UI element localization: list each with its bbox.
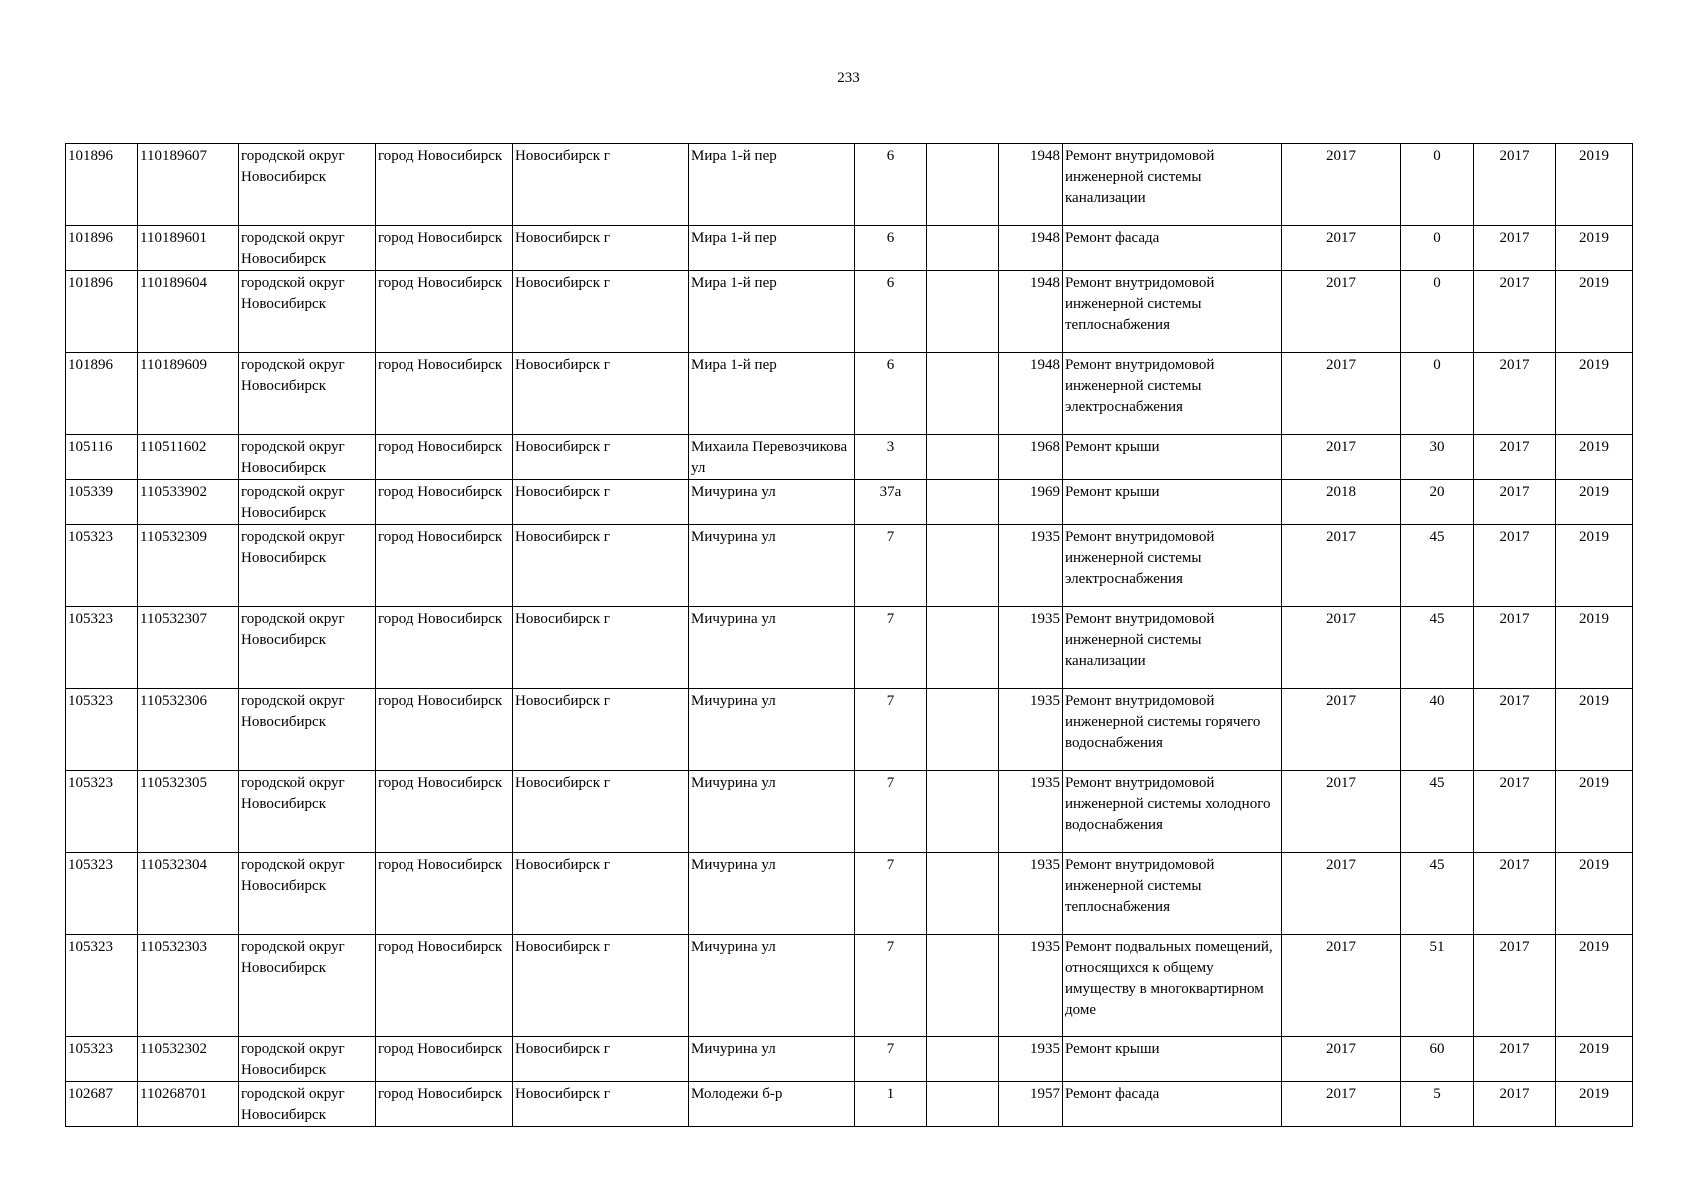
cell-settlement: город Новосибирск bbox=[376, 1037, 513, 1082]
cell-planned-year: 2017 bbox=[1282, 435, 1401, 480]
cell-house-id: 105339 bbox=[66, 480, 138, 525]
cell-street: Мичурина ул bbox=[689, 935, 855, 1037]
cell-street: Михаила Перевозчикова ул bbox=[689, 435, 855, 480]
cell-period-end: 2019 bbox=[1556, 271, 1633, 353]
repair-registry-table bbox=[65, 143, 1633, 1127]
table-row bbox=[66, 226, 1633, 271]
cell-build-year: 1968 bbox=[999, 435, 1063, 480]
cell-planned-year: 2017 bbox=[1282, 771, 1401, 853]
cell-house-id: 102687 bbox=[66, 1082, 138, 1127]
cell-build-year: 1935 bbox=[999, 853, 1063, 935]
cell-settlement: город Новосибирск bbox=[376, 935, 513, 1037]
cell-city: Новосибирск г bbox=[513, 1082, 689, 1127]
cell-planned-year: 2017 bbox=[1282, 226, 1401, 271]
table-row bbox=[66, 144, 1633, 226]
cell-build-year: 1935 bbox=[999, 607, 1063, 689]
cell-settlement: город Новосибирск bbox=[376, 853, 513, 935]
cell-municipal-district: городской округ Новосибирск bbox=[239, 935, 376, 1037]
cell-house-number: 7 bbox=[855, 771, 927, 853]
cell-house-number: 7 bbox=[855, 689, 927, 771]
cell-work-code: 110189601 bbox=[138, 226, 239, 271]
cell-house-id: 101896 bbox=[66, 226, 138, 271]
cell-building bbox=[927, 271, 999, 353]
cell-period-end: 2019 bbox=[1556, 1082, 1633, 1127]
cell-settlement: город Новосибирск bbox=[376, 271, 513, 353]
cell-planned-year: 2017 bbox=[1282, 935, 1401, 1037]
cell-building bbox=[927, 689, 999, 771]
cell-building bbox=[927, 1082, 999, 1127]
cell-period-start: 2017 bbox=[1474, 435, 1556, 480]
cell-period-end: 2019 bbox=[1556, 480, 1633, 525]
cell-settlement: город Новосибирск bbox=[376, 607, 513, 689]
cell-house-number: 6 bbox=[855, 226, 927, 271]
cell-period-start: 2017 bbox=[1474, 771, 1556, 853]
cell-planned-year: 2017 bbox=[1282, 525, 1401, 607]
cell-city: Новосибирск г bbox=[513, 935, 689, 1037]
cell-settlement: город Новосибирск bbox=[376, 353, 513, 435]
cell-building bbox=[927, 144, 999, 226]
cell-build-year: 1935 bbox=[999, 1037, 1063, 1082]
table-row bbox=[66, 607, 1633, 689]
cell-wear-percent: 45 bbox=[1401, 525, 1474, 607]
cell-planned-year: 2017 bbox=[1282, 1082, 1401, 1127]
cell-planned-year: 2017 bbox=[1282, 144, 1401, 226]
cell-build-year: 1948 bbox=[999, 226, 1063, 271]
cell-period-start: 2017 bbox=[1474, 525, 1556, 607]
cell-work-code: 110532304 bbox=[138, 853, 239, 935]
cell-building bbox=[927, 435, 999, 480]
cell-municipal-district: городской округ Новосибирск bbox=[239, 226, 376, 271]
cell-house-number: 6 bbox=[855, 271, 927, 353]
cell-work-code: 110532307 bbox=[138, 607, 239, 689]
cell-period-end: 2019 bbox=[1556, 935, 1633, 1037]
cell-period-start: 2017 bbox=[1474, 353, 1556, 435]
cell-build-year: 1935 bbox=[999, 935, 1063, 1037]
cell-house-number: 6 bbox=[855, 353, 927, 435]
cell-street: Мичурина ул bbox=[689, 480, 855, 525]
cell-house-id: 101896 bbox=[66, 144, 138, 226]
cell-settlement: город Новосибирск bbox=[376, 480, 513, 525]
cell-building bbox=[927, 607, 999, 689]
cell-city: Новосибирск г bbox=[513, 435, 689, 480]
cell-city: Новосибирск г bbox=[513, 771, 689, 853]
cell-work-code: 110532302 bbox=[138, 1037, 239, 1082]
cell-work-type: Ремонт подвальных помещений, относящихся к общему имуществу в многоквартирном доме bbox=[1063, 935, 1282, 1037]
cell-street: Мичурина ул bbox=[689, 771, 855, 853]
cell-planned-year: 2018 bbox=[1282, 480, 1401, 525]
cell-building bbox=[927, 226, 999, 271]
cell-municipal-district: городской округ Новосибирск bbox=[239, 144, 376, 226]
cell-work-type: Ремонт внутридомовой инженерной системы канализации bbox=[1063, 607, 1282, 689]
cell-building bbox=[927, 853, 999, 935]
cell-house-id: 105323 bbox=[66, 1037, 138, 1082]
cell-house-id: 105323 bbox=[66, 853, 138, 935]
table-row bbox=[66, 435, 1633, 480]
cell-house-id: 105323 bbox=[66, 689, 138, 771]
cell-planned-year: 2017 bbox=[1282, 607, 1401, 689]
cell-period-start: 2017 bbox=[1474, 226, 1556, 271]
cell-city: Новосибирск г bbox=[513, 853, 689, 935]
cell-work-code: 110511602 bbox=[138, 435, 239, 480]
cell-house-number: 37а bbox=[855, 480, 927, 525]
cell-municipal-district: городской округ Новосибирск bbox=[239, 607, 376, 689]
cell-work-code: 110533902 bbox=[138, 480, 239, 525]
cell-period-end: 2019 bbox=[1556, 226, 1633, 271]
table-row bbox=[66, 1082, 1633, 1127]
cell-build-year: 1957 bbox=[999, 1082, 1063, 1127]
table-row bbox=[66, 935, 1633, 1037]
cell-city: Новосибирск г bbox=[513, 353, 689, 435]
cell-work-code: 110268701 bbox=[138, 1082, 239, 1127]
cell-municipal-district: городской округ Новосибирск bbox=[239, 689, 376, 771]
cell-street: Мира 1-й пер bbox=[689, 271, 855, 353]
cell-work-type: Ремонт фасада bbox=[1063, 226, 1282, 271]
cell-house-id: 105323 bbox=[66, 771, 138, 853]
table-row bbox=[66, 853, 1633, 935]
cell-street: Мичурина ул bbox=[689, 1037, 855, 1082]
cell-period-start: 2017 bbox=[1474, 1037, 1556, 1082]
cell-municipal-district: городской округ Новосибирск bbox=[239, 525, 376, 607]
cell-period-start: 2017 bbox=[1474, 1082, 1556, 1127]
table-row bbox=[66, 271, 1633, 353]
cell-work-type: Ремонт внутридомовой инженерной системы электроснабжения bbox=[1063, 353, 1282, 435]
cell-municipal-district: городской округ Новосибирск bbox=[239, 1037, 376, 1082]
cell-period-start: 2017 bbox=[1474, 689, 1556, 771]
cell-street: Мичурина ул bbox=[689, 607, 855, 689]
cell-house-id: 105323 bbox=[66, 525, 138, 607]
cell-build-year: 1969 bbox=[999, 480, 1063, 525]
cell-period-end: 2019 bbox=[1556, 853, 1633, 935]
cell-municipal-district: городской округ Новосибирск bbox=[239, 480, 376, 525]
cell-period-end: 2019 bbox=[1556, 689, 1633, 771]
table-row bbox=[66, 771, 1633, 853]
cell-work-code: 110532309 bbox=[138, 525, 239, 607]
cell-build-year: 1948 bbox=[999, 353, 1063, 435]
cell-work-type: Ремонт фасада bbox=[1063, 1082, 1282, 1127]
cell-period-end: 2019 bbox=[1556, 144, 1633, 226]
cell-planned-year: 2017 bbox=[1282, 271, 1401, 353]
cell-period-end: 2019 bbox=[1556, 771, 1633, 853]
cell-city: Новосибирск г bbox=[513, 607, 689, 689]
cell-municipal-district: городской округ Новосибирск bbox=[239, 853, 376, 935]
cell-settlement: город Новосибирск bbox=[376, 435, 513, 480]
cell-wear-percent: 30 bbox=[1401, 435, 1474, 480]
cell-house-number: 1 bbox=[855, 1082, 927, 1127]
cell-street: Мичурина ул bbox=[689, 525, 855, 607]
cell-municipal-district: городской округ Новосибирск bbox=[239, 435, 376, 480]
cell-city: Новосибирск г bbox=[513, 525, 689, 607]
cell-planned-year: 2017 bbox=[1282, 353, 1401, 435]
cell-wear-percent: 45 bbox=[1401, 607, 1474, 689]
cell-build-year: 1948 bbox=[999, 271, 1063, 353]
cell-settlement: город Новосибирск bbox=[376, 144, 513, 226]
cell-work-type: Ремонт внутридомовой инженерной системы электроснабжения bbox=[1063, 525, 1282, 607]
cell-work-type: Ремонт внутридомовой инженерной системы канализации bbox=[1063, 144, 1282, 226]
cell-period-end: 2019 bbox=[1556, 1037, 1633, 1082]
cell-work-type: Ремонт внутридомовой инженерной системы холодного водоснабжения bbox=[1063, 771, 1282, 853]
cell-city: Новосибирск г bbox=[513, 1037, 689, 1082]
cell-house-number: 7 bbox=[855, 525, 927, 607]
cell-settlement: город Новосибирск bbox=[376, 1082, 513, 1127]
cell-settlement: город Новосибирск bbox=[376, 689, 513, 771]
page-number: 233 bbox=[837, 70, 860, 86]
cell-house-id: 105323 bbox=[66, 607, 138, 689]
cell-street: Мира 1-й пер bbox=[689, 144, 855, 226]
cell-planned-year: 2017 bbox=[1282, 689, 1401, 771]
cell-wear-percent: 40 bbox=[1401, 689, 1474, 771]
cell-build-year: 1935 bbox=[999, 771, 1063, 853]
cell-settlement: город Новосибирск bbox=[376, 771, 513, 853]
cell-house-id: 105323 bbox=[66, 935, 138, 1037]
cell-work-code: 110532303 bbox=[138, 935, 239, 1037]
cell-build-year: 1948 bbox=[999, 144, 1063, 226]
cell-period-start: 2017 bbox=[1474, 480, 1556, 525]
cell-street: Мичурина ул bbox=[689, 853, 855, 935]
cell-street: Молодежи б-р bbox=[689, 1082, 855, 1127]
cell-work-type: Ремонт крыши bbox=[1063, 480, 1282, 525]
table-row bbox=[66, 689, 1633, 771]
cell-wear-percent: 45 bbox=[1401, 771, 1474, 853]
cell-period-start: 2017 bbox=[1474, 607, 1556, 689]
cell-house-number: 7 bbox=[855, 935, 927, 1037]
cell-build-year: 1935 bbox=[999, 689, 1063, 771]
cell-build-year: 1935 bbox=[999, 525, 1063, 607]
cell-work-code: 110532305 bbox=[138, 771, 239, 853]
cell-house-number: 7 bbox=[855, 607, 927, 689]
cell-planned-year: 2017 bbox=[1282, 853, 1401, 935]
cell-wear-percent: 51 bbox=[1401, 935, 1474, 1037]
cell-period-start: 2017 bbox=[1474, 853, 1556, 935]
table-row bbox=[66, 525, 1633, 607]
cell-house-id: 105116 bbox=[66, 435, 138, 480]
cell-work-type: Ремонт внутридомовой инженерной системы горячего водоснабжения bbox=[1063, 689, 1282, 771]
cell-wear-percent: 45 bbox=[1401, 853, 1474, 935]
cell-work-code: 110532306 bbox=[138, 689, 239, 771]
cell-planned-year: 2017 bbox=[1282, 1037, 1401, 1082]
cell-work-code: 110189607 bbox=[138, 144, 239, 226]
cell-house-id: 101896 bbox=[66, 271, 138, 353]
cell-house-number: 7 bbox=[855, 1037, 927, 1082]
cell-work-type: Ремонт крыши bbox=[1063, 435, 1282, 480]
cell-city: Новосибирск г bbox=[513, 144, 689, 226]
cell-wear-percent: 0 bbox=[1401, 271, 1474, 353]
cell-wear-percent: 0 bbox=[1401, 353, 1474, 435]
cell-building bbox=[927, 1037, 999, 1082]
cell-municipal-district: городской округ Новосибирск bbox=[239, 1082, 376, 1127]
cell-work-type: Ремонт крыши bbox=[1063, 1037, 1282, 1082]
cell-city: Новосибирск г bbox=[513, 480, 689, 525]
cell-period-start: 2017 bbox=[1474, 271, 1556, 353]
table-row bbox=[66, 1037, 1633, 1082]
cell-building bbox=[927, 935, 999, 1037]
cell-wear-percent: 0 bbox=[1401, 144, 1474, 226]
cell-house-number: 3 bbox=[855, 435, 927, 480]
cell-wear-percent: 20 bbox=[1401, 480, 1474, 525]
table-row bbox=[66, 480, 1633, 525]
cell-period-end: 2019 bbox=[1556, 435, 1633, 480]
cell-city: Новосибирск г bbox=[513, 689, 689, 771]
cell-period-start: 2017 bbox=[1474, 935, 1556, 1037]
cell-municipal-district: городской округ Новосибирск bbox=[239, 353, 376, 435]
cell-building bbox=[927, 480, 999, 525]
cell-street: Мира 1-й пер bbox=[689, 353, 855, 435]
cell-wear-percent: 0 bbox=[1401, 226, 1474, 271]
cell-period-end: 2019 bbox=[1556, 607, 1633, 689]
cell-period-start: 2017 bbox=[1474, 144, 1556, 226]
cell-building bbox=[927, 525, 999, 607]
cell-building bbox=[927, 771, 999, 853]
cell-municipal-district: городской округ Новосибирск bbox=[239, 771, 376, 853]
cell-building bbox=[927, 353, 999, 435]
cell-work-type: Ремонт внутридомовой инженерной системы теплоснабжения bbox=[1063, 271, 1282, 353]
cell-period-end: 2019 bbox=[1556, 525, 1633, 607]
cell-house-number: 7 bbox=[855, 853, 927, 935]
cell-work-code: 110189604 bbox=[138, 271, 239, 353]
cell-street: Мичурина ул bbox=[689, 689, 855, 771]
cell-city: Новосибирск г bbox=[513, 271, 689, 353]
cell-house-number: 6 bbox=[855, 144, 927, 226]
cell-settlement: город Новосибирск bbox=[376, 525, 513, 607]
cell-municipal-district: городской округ Новосибирск bbox=[239, 271, 376, 353]
cell-house-id: 101896 bbox=[66, 353, 138, 435]
cell-street: Мира 1-й пер bbox=[689, 226, 855, 271]
table-row bbox=[66, 353, 1633, 435]
cell-settlement: город Новосибирск bbox=[376, 226, 513, 271]
cell-wear-percent: 60 bbox=[1401, 1037, 1474, 1082]
cell-wear-percent: 5 bbox=[1401, 1082, 1474, 1127]
cell-work-code: 110189609 bbox=[138, 353, 239, 435]
cell-work-type: Ремонт внутридомовой инженерной системы теплоснабжения bbox=[1063, 853, 1282, 935]
cell-city: Новосибирск г bbox=[513, 226, 689, 271]
cell-period-end: 2019 bbox=[1556, 353, 1633, 435]
